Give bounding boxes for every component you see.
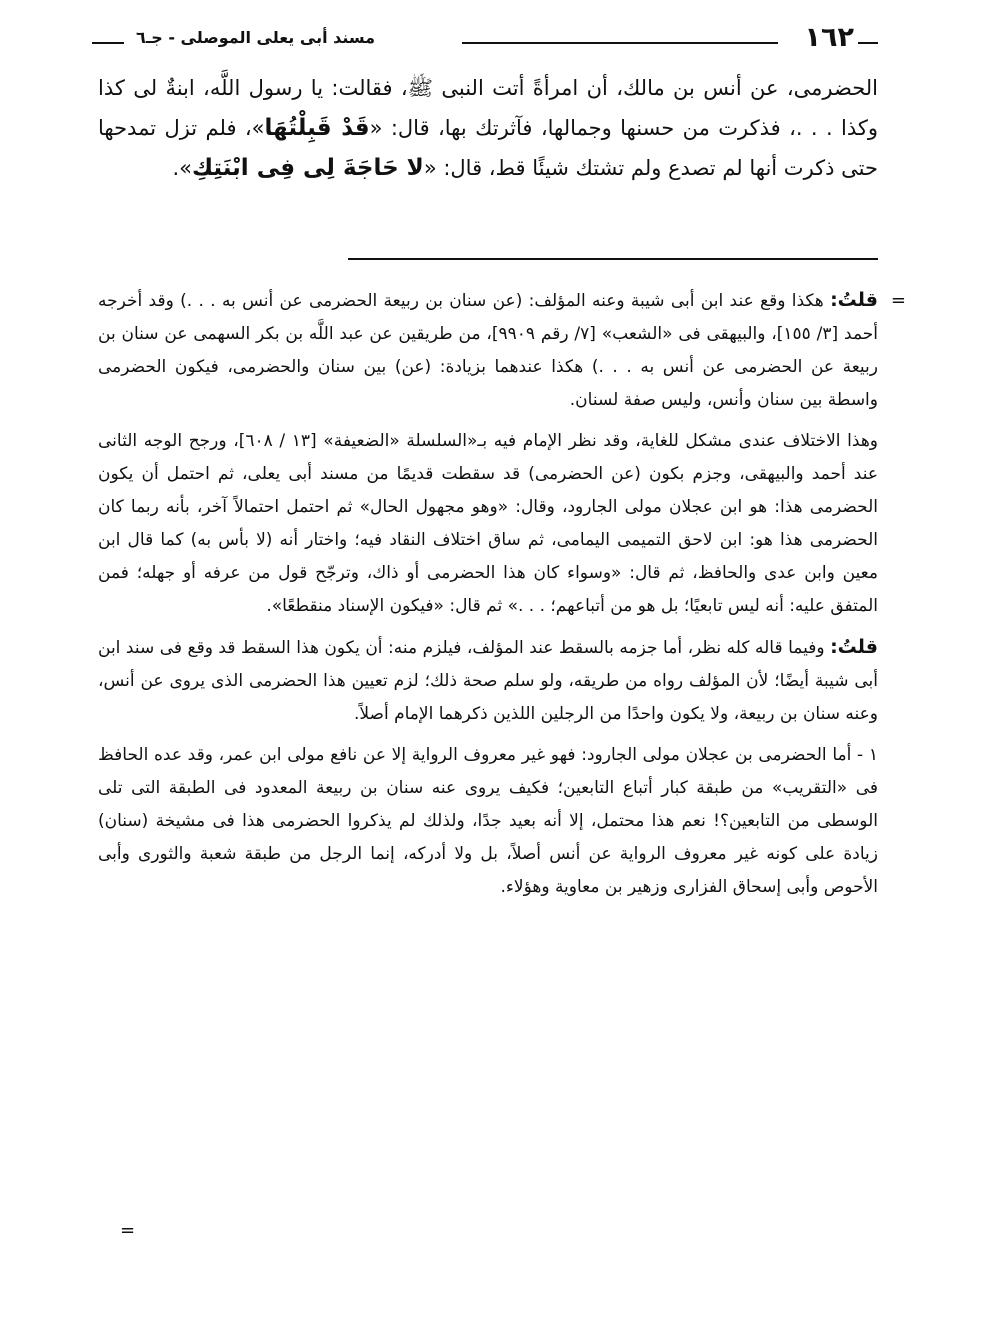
note-text-3: وفيما قاله كله نظر، أما جزمه بالسقط عند المؤلف، فيلزم منه: أن يكون هذا السقط قد وقع فى سند ابن أبى شيبة أيضًا؛ لأن المؤلف رواه من طريقه، ولو سلم صحة ذلك؛ لزم تعيين هذا الحضرمى الذى يروى عن أنس، وعنه سنان بن ربيعة، ولا يكون واحدًا من الرجلين اللذين ذكرهما الإمام أصلاً. <box>98 638 878 724</box>
note-paragraph-4: ١ - أما الحضرمى بن عجلان مولى الجارود: فهو غير معروف الرواية إلا عن نافع مولى ابن عمر، وقد عده الحافظ فى «التقريب» من طبقة كبار أتباع التابعين؛ فكيف يروى عنه سنان بن ربيعة المعدود فى الطبقة التى تلى الوسطى من التابعين؟! نعم هذا محتمل، إلا أنه بعيد جدًا، ولذلك لم يذكروا الحضرمى هذا فى مشيخة (سنان) زيادة على كونه غير معروف الرواية عن أنس أصلاً، بل ولا أدركه، إنما الرجل من طبقة شعبة والثورى وأبى الأحوص وأبى إسحاق الفزارى وزهير بن معاوية وهؤلاء. <box>98 745 878 897</box>
note-paragraph-2: وهذا الاختلاف عندى مشكل للغاية، وقد نظر الإمام فيه بـ«السلسلة «الضعيفة» [١٣ / ٦٠٨]، ورجح الوجه الثانى عند أحمد والبيهقى، وجزم بكون (عن الحضرمى) قد سقطت قديمًا من مسند أبى يعلى، ثم احتمل أن يكون الحضرمى هذا: هو ابن عجلان مولى الجارود، وقال: «وهو مجهول الحال» ثم احتمل احتمالاً آخر، بأنه ربما كان الحضرمى هذا هو: ابن لاحق التميمى اليمامى، ثم ساق اختلاف النقاد فيه؛ واختار أنه (لا بأس به) كما قال ابن معين وابن عدى والحافظ، ثم قال: «وسواء كان هذا الحضرمى أو ذاك، وترجّح قول من عرفه أو جهله؛ فمن المتفق عليه: أنه ليس تابعيًا؛ بل هو من أتباعهم؛ . . .» ثم قال: «فيكون الإسناد منقطعًا». <box>98 431 878 616</box>
header-rule-right <box>462 42 778 44</box>
note-text-1: هكذا وقع عند ابن أبى شيبة وعنه المؤلف: (عن سنان بن ربيعة الحضرمى عن أنس به . . .) وقد أخرجه أحمد [٣/ ١٥٥]، والبيهقى فى «الشعب» [٧/ رقم ٩٩٠٩]، من طريقين عن عبد اللَّه بن بكر السهمى عن سنان بن ربيعة عن الحضرمى عن أنس به . . .) هكذا عندهما بزيادة: (عن) بين سنان والحضرمى، فيكون الحضرمى واسطة بين سنان وأنس، وليس صفة لسنان. <box>98 291 879 410</box>
page-header <box>92 22 878 58</box>
hadith-quote-1: قَدْ قَبِلْتُهَا <box>264 115 370 141</box>
page-number: ١٦٢ <box>804 22 854 53</box>
hadith-text-middle: »، فلم تزل تمدحها حتى ذكرت أنها لم تصدع ولم تشتك شيئًا قط، قال: « <box>98 116 878 180</box>
hadith-text-before: الحضرمى، عن أنس بن مالك، أن امرأةً أتت النبى ﷺ، فقالت: يا رسول اللَّه، ابنةٌ لى كذا وكذا . . .، فذكرت من حسنها وجمالها، فآثرتك بها، قال: « <box>98 76 878 140</box>
qult-label-2: قلتُ: <box>830 636 878 658</box>
continuation-marker-start: = <box>890 290 906 311</box>
continuation-marker-end: = <box>120 1220 136 1241</box>
footnotes <box>98 284 906 912</box>
qult-label: قلتُ: <box>830 289 878 311</box>
header-dash <box>858 42 878 44</box>
hadith-text-after: ». <box>172 156 192 180</box>
book-title: مسند أبى يعلى الموصلى - جـ٦ <box>136 28 376 47</box>
footnote-separator <box>348 258 878 260</box>
hadith-paragraph <box>98 68 878 188</box>
note-paragraph-1 <box>98 284 906 417</box>
header-rule-left <box>92 42 124 44</box>
hadith-text <box>98 68 878 188</box>
hadith-quote-2: لا حَاجَةَ لِى فِى ابْنَتِكِ <box>191 155 424 181</box>
note-paragraph-3 <box>98 631 878 731</box>
